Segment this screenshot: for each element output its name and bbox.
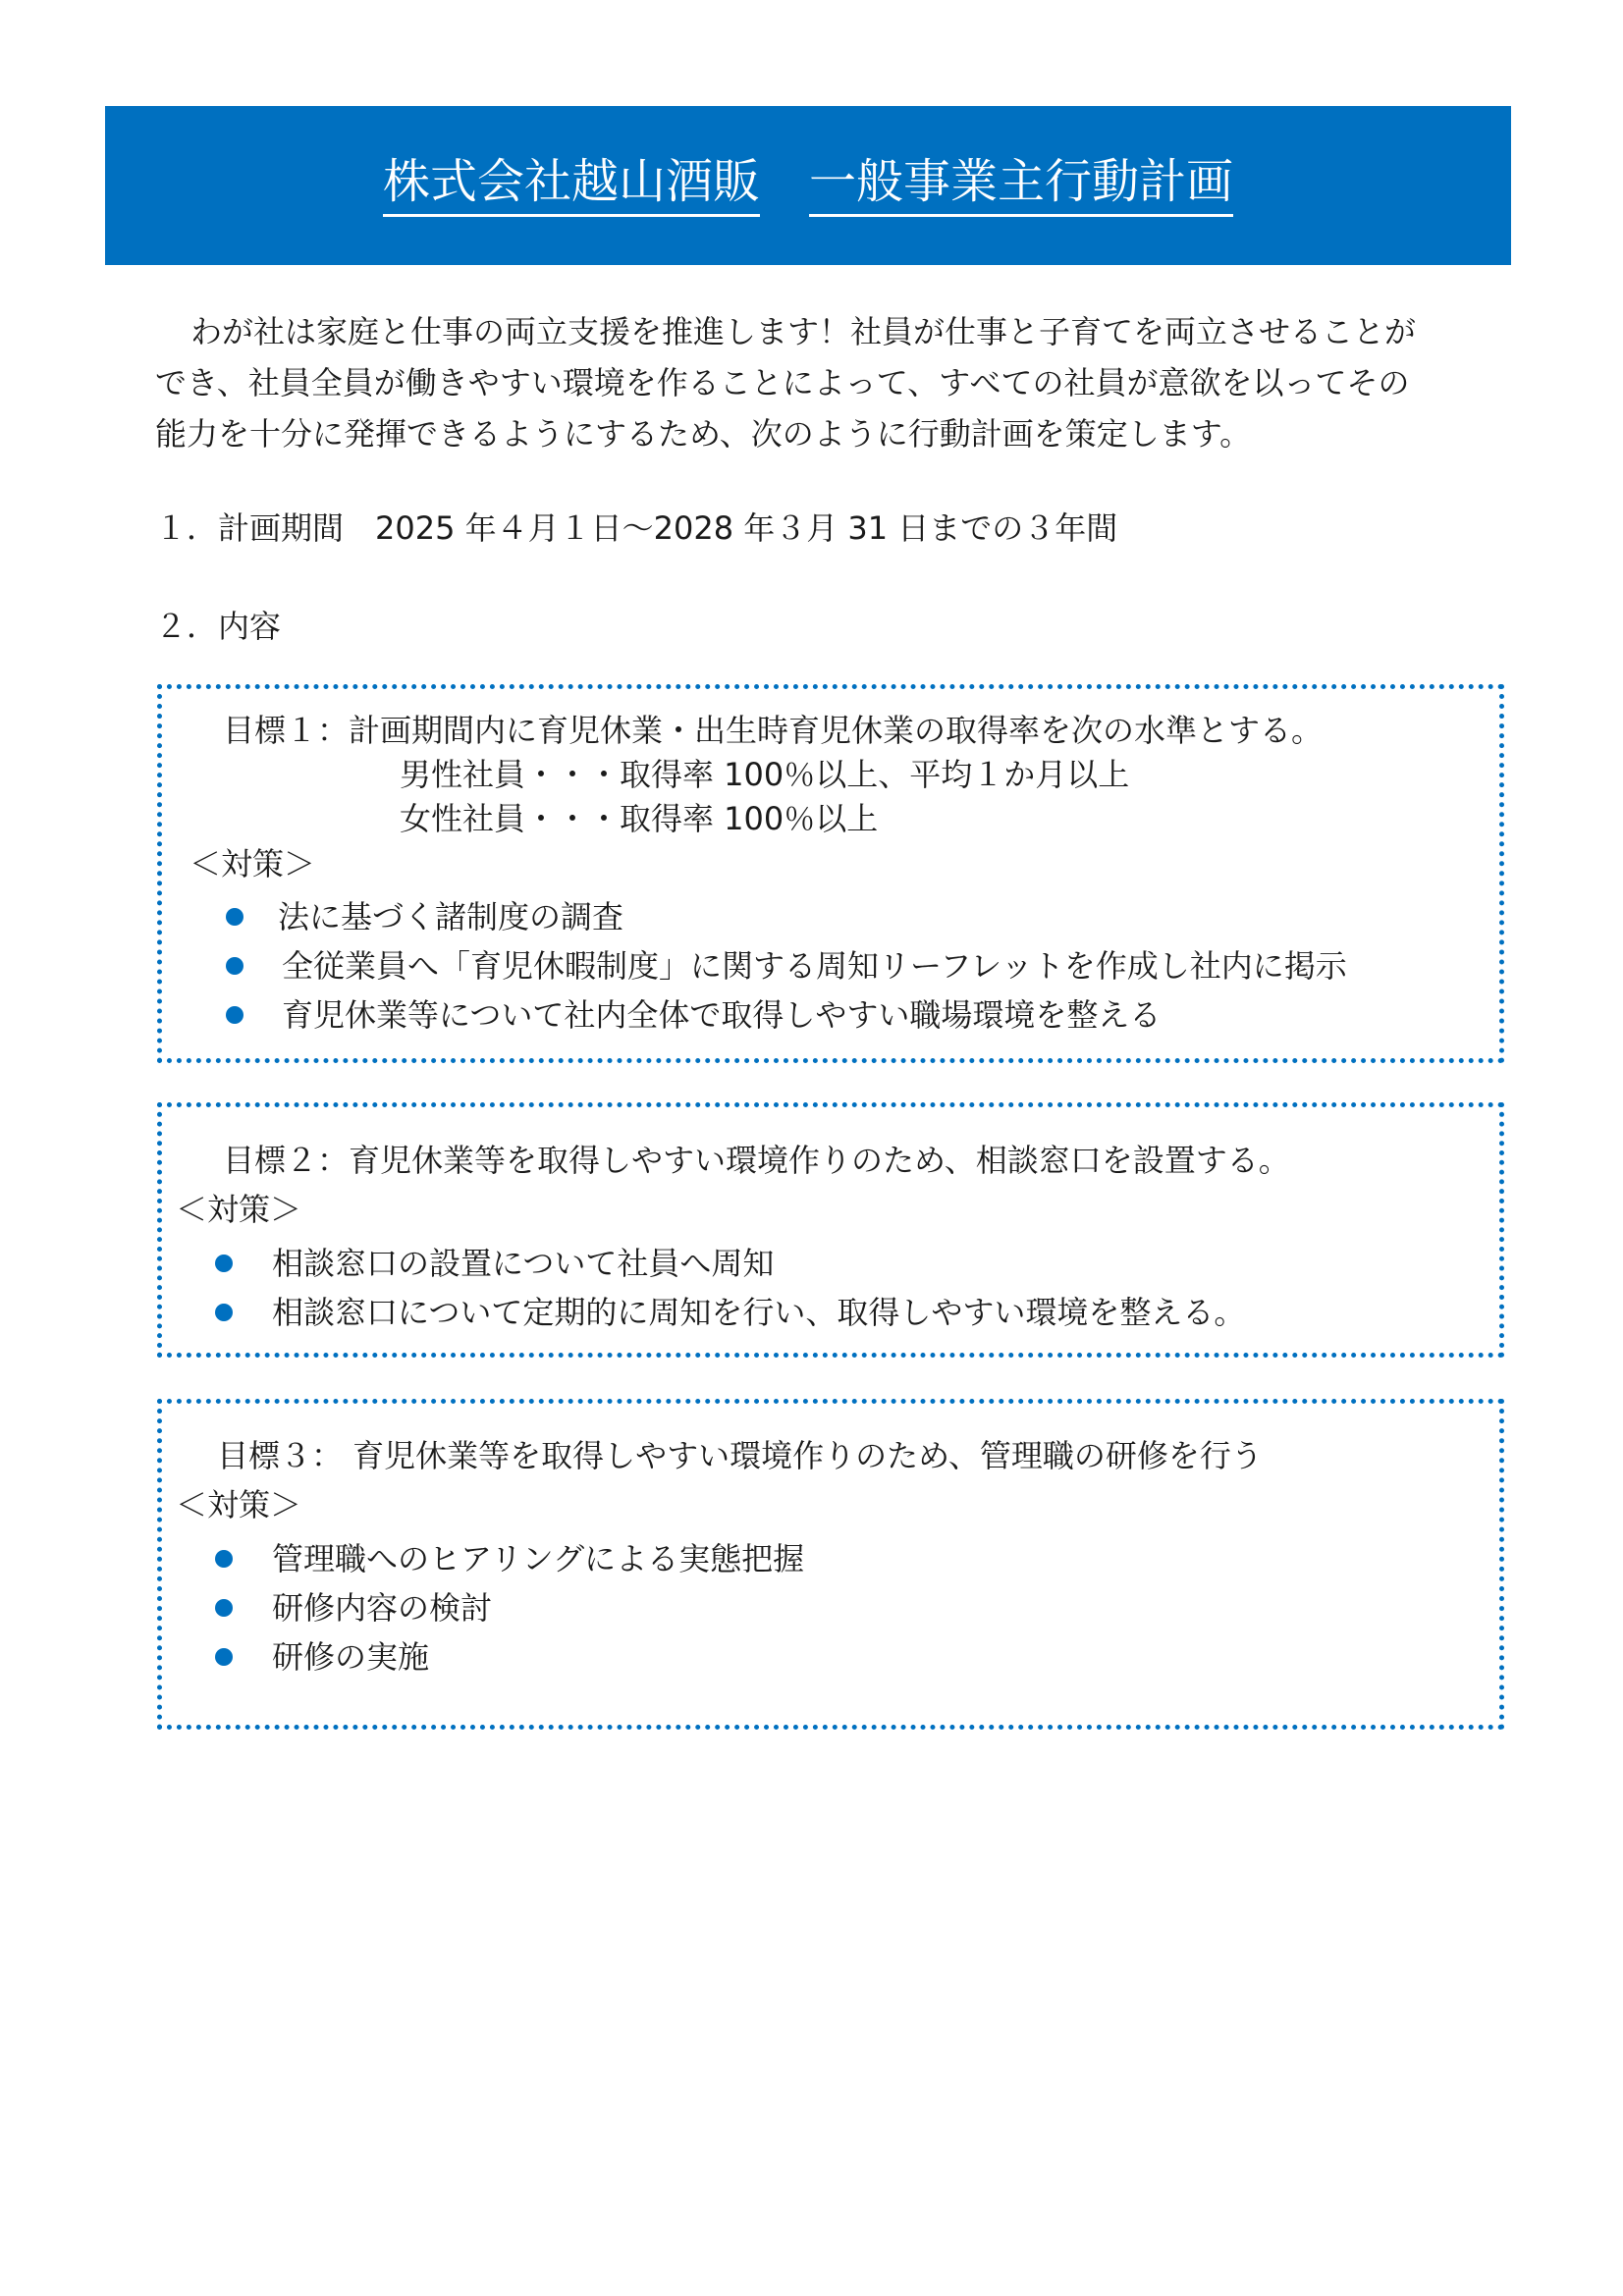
goal-3-measure-3: 研修の実施 <box>272 1638 430 1676</box>
intro-line-2: でき、社員全員が働きやすい環境を作ることによって、すべての社員が意欲を以ってその <box>155 364 1410 401</box>
goal-2-measure-2: 相談窓口について定期的に周知を行い、取得しやすい環境を整える。 <box>272 1294 1246 1331</box>
goal-2-measures-label: ＜対策＞ <box>176 1191 302 1228</box>
intro-line-1: わが社は家庭と仕事の両立支援を推進します！社員が仕事と子育てを両立させることが <box>190 313 1417 350</box>
bullet-icon <box>226 957 243 975</box>
bullet-icon <box>215 1648 233 1666</box>
title-banner <box>105 106 1511 265</box>
goal-1-title: 目標１：計画期間内に育児休業・出生時育児休業の取得率を次の水準とする。 <box>223 712 1324 749</box>
goal-1-measure-1: 法に基づく諸制度の調査 <box>278 898 624 935</box>
bullet-icon <box>215 1550 233 1568</box>
goal-3-title: 目標３： 育児休業等を取得しやすい環境作りのため、管理職の研修を行う <box>217 1437 1263 1474</box>
goal-1-female-target: 女性社員・・・取得率 100％以上 <box>400 800 879 837</box>
goal-2-measure-1: 相談窓口の設置について社員へ周知 <box>272 1245 775 1282</box>
bullet-icon <box>215 1304 233 1321</box>
intro-paragraph <box>155 306 1510 459</box>
bullet-icon <box>215 1599 233 1617</box>
plan-period: １．計画期間 2025 年４月１日～2028 年３月 31 日までの３年間 <box>155 509 1118 547</box>
bullet-icon <box>226 1006 243 1024</box>
goal-1-box <box>157 684 1504 1063</box>
goal-3-measures-label: ＜対策＞ <box>176 1486 302 1523</box>
goal-1-measure-2: 全従業員へ「育児休暇制度」に関する周知リーフレットを作成し社内に掲示 <box>282 947 1347 985</box>
plan-title: 一般事業主行動計画 <box>809 154 1233 218</box>
goal-3-box <box>157 1399 1504 1730</box>
goal-3-measure-2: 研修内容の検討 <box>272 1589 493 1627</box>
company-name: 株式会社越山酒販 <box>383 154 760 218</box>
bullet-icon <box>226 908 243 926</box>
goal-1-measures-label: ＜対策＞ <box>189 845 316 882</box>
goal-3-measure-1: 管理職へのヒアリングによる実態把握 <box>272 1540 805 1577</box>
contents-heading: ２．内容 <box>155 608 282 645</box>
goal-2-box <box>157 1102 1504 1358</box>
goal-1-measure-3: 育児休業等について社内全体で取得しやすい職場環境を整える <box>282 996 1162 1034</box>
goal-1-male-target: 男性社員・・・取得率 100％以上、平均１か月以上 <box>400 756 1130 793</box>
bullet-icon <box>215 1255 233 1272</box>
goal-2-title: 目標２：育児休業等を取得しやすい環境作りのため、相談窓口を設置する。 <box>223 1142 1290 1179</box>
intro-line-3: 能力を十分に発揮できるようにするため、次のように行動計画を策定します。 <box>155 415 1252 453</box>
